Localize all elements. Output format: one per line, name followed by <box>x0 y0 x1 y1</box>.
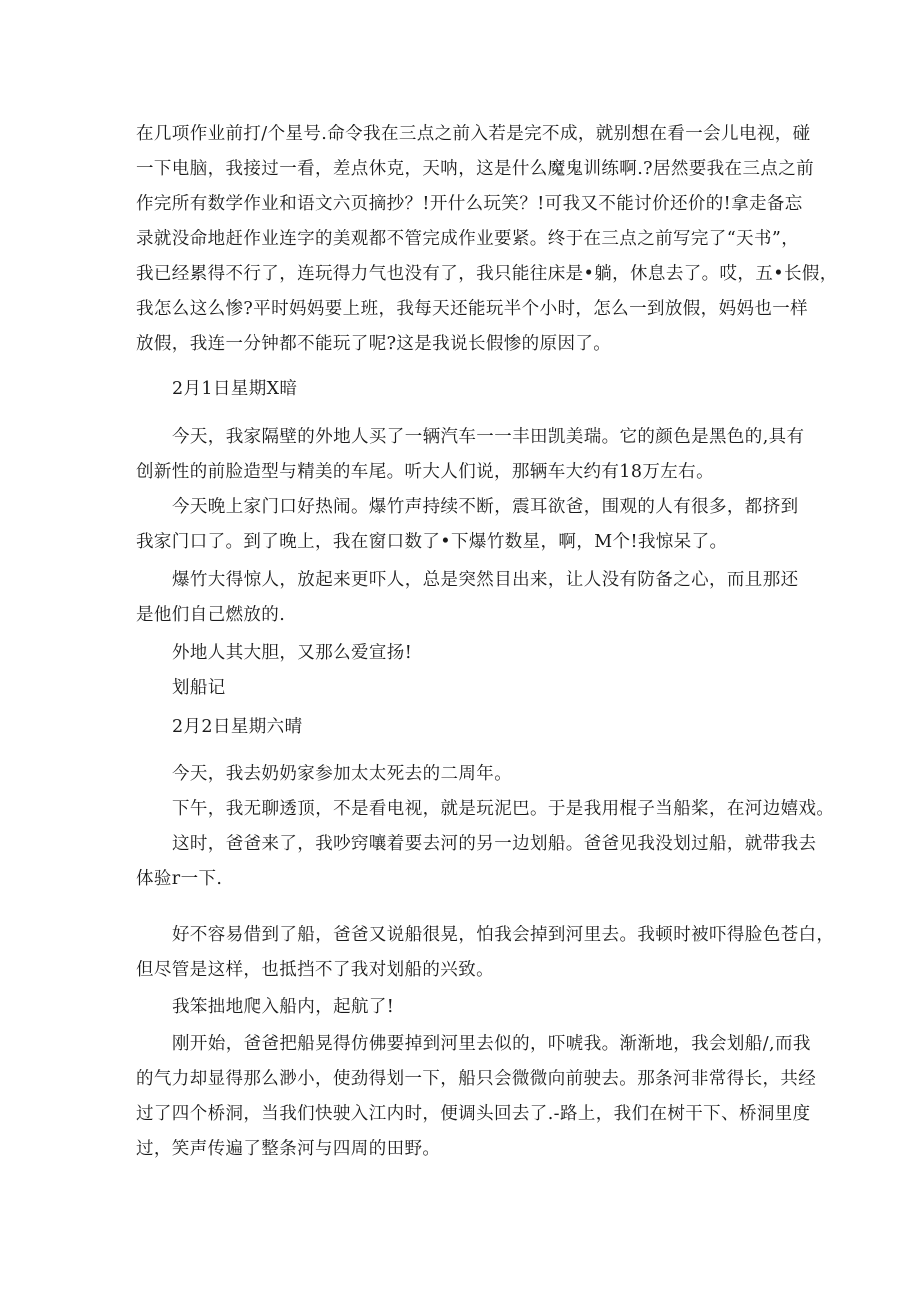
text-line: 过了四个桥洞，当我们快驶入江内时，便调头回去了.-路上，我们在树干下、桥洞里度 <box>136 1104 811 1124</box>
text-line: 放假，我连一分钟都不能玩了呢?这是我说长假惨的原因了。 <box>136 334 612 354</box>
text-line: 是他们自己燃放的. <box>136 605 286 625</box>
text-line: 的气力却显得那么渺小，使劲得划一下，船只会微微向前驶去。那条河非常得长，共经 <box>136 1069 817 1089</box>
diary-date-heading: 2月2日星期六晴 <box>172 717 303 737</box>
text-line: 作完所有数学作业和语文六页摘抄？!开什么玩笑？!可我又不能讨价还价的!拿走备忘 <box>136 194 803 214</box>
text-line: 刚开始，爸爸把船晃得仿佛要掉到河里去似的，吓唬我。渐渐地，我会划船/,而我 <box>172 1034 811 1054</box>
section-title: 划船记 <box>172 678 226 698</box>
text-line: 但尽管是这样，也抵挡不了我对划船的兴致。 <box>136 960 494 980</box>
text-line: 爆竹大得惊人，放起来更吓人，总是突然目出来，让人没有防备之心，而且那还 <box>172 570 799 590</box>
text-line: 好不容易借到了船，爸爸又说船很晃，怕我会掉到河里去。我顿时被吓得脸色苍白， <box>172 925 835 945</box>
text-line: 我已经累得不行了，连玩得力气也没有了，我只能往床是•躺，休息去了。哎，五•长假， <box>136 264 838 284</box>
text-line: 过，笑声传遍了整条河与四周的田野。 <box>136 1139 441 1159</box>
text-line: 下午，我无聊透顶，不是看电视，就是玩泥巴。于是我用棍子当船桨，在河边嬉戏。 <box>172 799 835 819</box>
text-line: 我家门口了。到了晚上，我在窗口数了•下爆竹数星，啊，M个!我惊呆了。 <box>136 532 728 552</box>
text-line: 今天，我去奶奶家参加太太死去的二周年。 <box>172 764 513 784</box>
text-line: 创新性的前脸造型与精美的车尾。听大人们说，那辆车大约有18万左右。 <box>136 462 714 482</box>
text-line: 在几项作业前打/个星号.命令我在三点之前入若是完不成，就别想在看一会儿电视，碰 <box>136 124 811 144</box>
text-line: 这时，爸爸来了，我吵窍嚷着要去河的另一边划船。爸爸见我没划过船，就带我去 <box>172 834 817 854</box>
text-line: 我怎么这么惨?平时妈妈要上班，我每天还能玩半个小时，怎么一到放假，妈妈也一样 <box>136 299 809 319</box>
diary-date-heading: 2月1日星期X暗 <box>172 379 298 399</box>
text-line: 体验r一下. <box>136 869 223 889</box>
text-line: 录就没命地赶作业连字的美观都不管完成作业要紧。终于在三点之前写完了“天书”， <box>136 229 800 249</box>
text-line: 外地人其大胆，又那么爱宣扬! <box>172 643 413 663</box>
text-line: 一下电脑，我接过一看，差点休克，天呐，这是什么魔鬼训练啊.?居然要我在三点之前 <box>136 159 815 179</box>
text-line: 我笨拙地爬入船内，起航了! <box>172 997 395 1017</box>
text-line: 今天，我家隔壁的外地人买了一辆汽车一一丰田凯美瑞。它的颜色是黑色的,具有 <box>172 427 805 447</box>
text-line: 今天晚上家门口好热闹。爆竹声持续不断，震耳欲爸，围观的人有很多，都挤到 <box>172 497 799 517</box>
